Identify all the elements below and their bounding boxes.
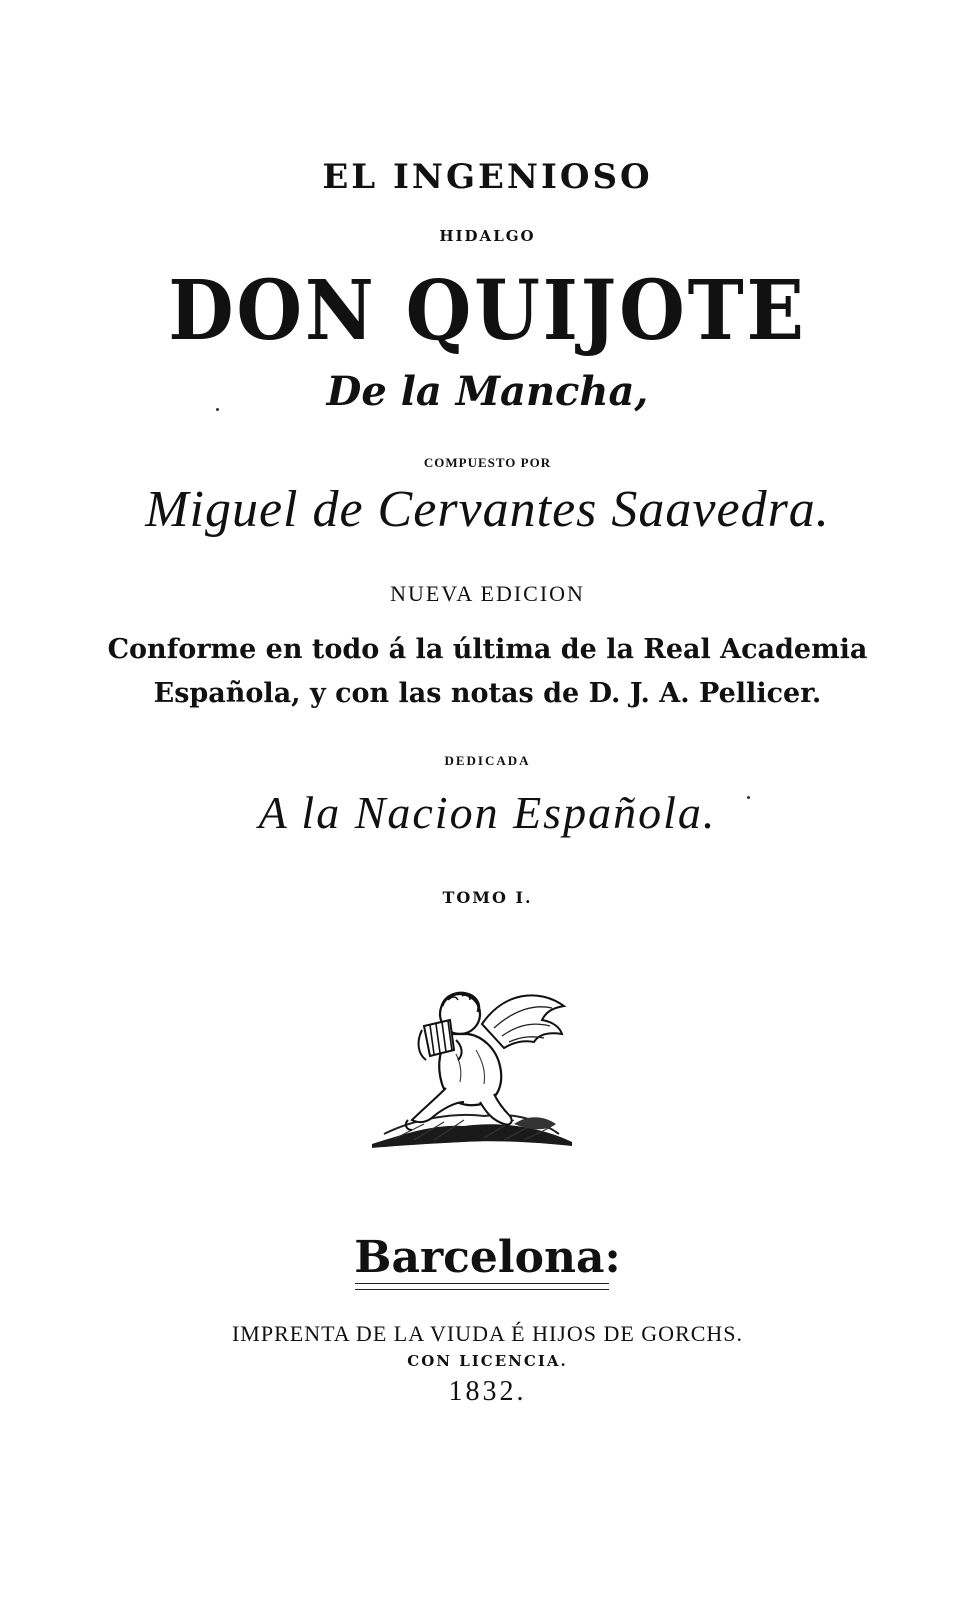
city-name: Barcelona:: [354, 1232, 621, 1283]
edition-note-line-2: Española, y con las notas de D. J. A. Pellicer.: [153, 678, 822, 709]
dedication-text: A la Nacion Española.: [258, 787, 717, 838]
subtitle-de-la-mancha: De la Mancha,: [326, 368, 649, 415]
divider-rule-bottom: [355, 1289, 609, 1290]
main-title: DON QUIJOTE: [168, 263, 807, 359]
edition-note-line-1: Conforme en todo á la última de la Real Academia: [107, 634, 868, 665]
compuesto-por-label: COMPUESTO POR: [423, 455, 552, 470]
edition-label: NUEVA EDICION: [390, 581, 585, 606]
title-line-hidalgo: HIDALGO: [439, 227, 536, 245]
publication-year: 1832.: [448, 1376, 527, 1407]
cherub-playing-panpipes-icon: [364, 984, 580, 1160]
ink-speck: [216, 408, 219, 411]
title-line-el-ingenioso: EL INGENIOSO: [322, 157, 653, 197]
divider-rule-top: [355, 1283, 609, 1284]
printer-line: IMPRENTA DE LA VIUDA É HIJOS DE GORCHS.: [231, 1321, 744, 1346]
license-line: CON LICENCIA.: [407, 1352, 568, 1370]
author-name: Miguel de Cervantes Saavedra.: [145, 481, 830, 538]
dedicada-label: DEDICADA: [444, 753, 531, 768]
ink-speck: [747, 796, 750, 799]
volume-label: TOMO I.: [442, 888, 533, 907]
